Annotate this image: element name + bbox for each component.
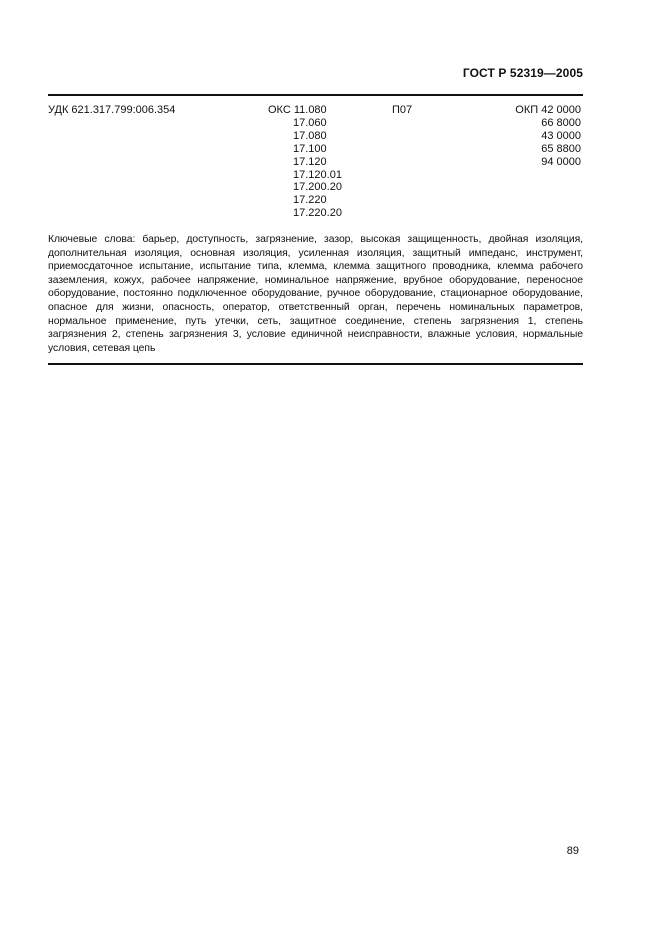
okp-code: ОКП 42 0000 <box>515 104 581 116</box>
oks-code: 17.120.01 <box>293 168 342 181</box>
oks-codes <box>268 104 342 220</box>
oks-code: 17.220 <box>293 194 327 207</box>
udk-code: УДК 621.317.799:006.354 <box>48 104 176 116</box>
okp-code: 43 0000 <box>541 129 581 142</box>
oks-code: 17.200.20 <box>293 181 342 194</box>
oks-code: 17.120 <box>293 155 327 168</box>
okp-codes <box>512 104 581 169</box>
okp-code: 66 8000 <box>541 116 581 129</box>
top-divider <box>48 94 583 96</box>
oks-code: 17.080 <box>293 129 327 142</box>
oks-code: ОКС 11.080 <box>268 104 327 116</box>
keywords-paragraph: Ключевые слова: барьер, доступность, загрязнение, зазор, высокая защищенность, двойная изоляция, дополнительная изоляция, основная изоляция, усиленная изоляция, защитный импеданс, инструмент, приемосдаточное испытание, испытание типа, клемма, клемма защитного проводника, клемма рабочего заземления, кожух, рабочее напряжение, номинальное напряжение, врубное оборудование, переносное оборудование, постоянно подключенное оборудование, ручное оборудование, стационарное оборудование, опасное для жизни, опасность, оператор, ответственный орган, перечень номинальных параметров, нормальное применение, путь утечки, сеть, защитное соединение, степень загрязнения 1, степень загрязнения 2, степень загрязнения 3, условие единичной неисправности, влажные условия, нормальные условия, сетевая цепь <box>48 234 583 354</box>
oks-code: 17.220.20 <box>293 207 342 220</box>
page-number: 89 <box>566 845 579 857</box>
group-code: П07 <box>392 104 413 116</box>
okp-code: 94 0000 <box>541 155 581 168</box>
bottom-divider <box>48 363 583 365</box>
standard-designation: ГОСТ Р 52319—2005 <box>462 66 583 80</box>
oks-code: 17.100 <box>293 142 327 155</box>
okp-code: 65 8800 <box>541 142 581 155</box>
oks-code: 17.060 <box>293 116 327 129</box>
